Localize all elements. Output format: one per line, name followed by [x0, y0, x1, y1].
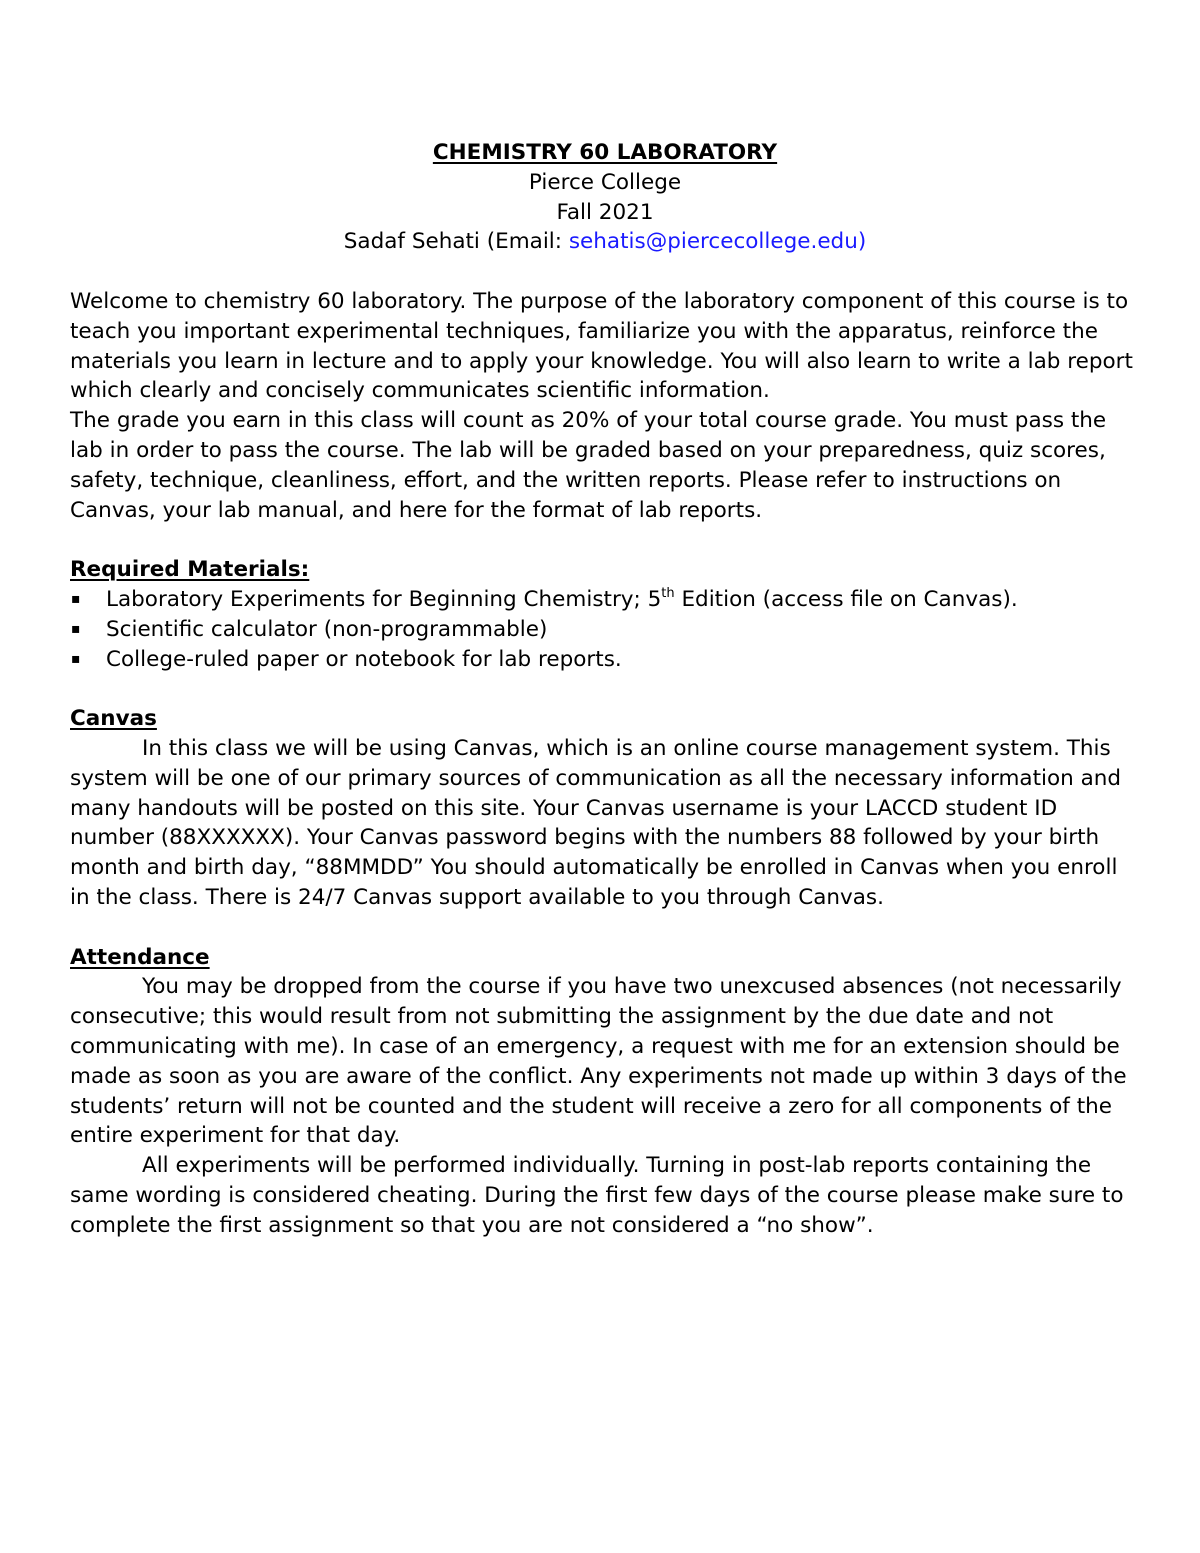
grading-paragraph: The grade you earn in this class will count as 20% of your total course grade. You must pass the lab in order to pass the course. The lab will be graded based on your preparedness, quiz scores, safety, technique, cleanliness, effort, and the written reports. Please refer to instructions on Canvas, your lab manual, and here for the format of lab reports.: [70, 408, 1107, 523]
attendance-paragraph: You may be dropped from the course if you have two unexcused absences (not necessarily consecutive; this would result from not submitting the assignment by the due date and not communicating with me). In case of an emergency, a request with me for an extension should be made as soon as you are aware of the conflict. Any experiments not made up within 3 days of the students’ return will not be counted and the student will receive a zero for all components of the entire experiment for that day.: [70, 974, 1127, 1149]
material-superscript: th: [661, 585, 675, 601]
instructor-line: [70, 227, 1140, 257]
canvas-paragraph: In this class we will be using Canvas, which is an online course management system. This system will be one of our primary sources of communication as all the necessary information and many handouts will be posted on this site. Your Canvas username is your LACCD student ID number (88XXXXXX). Your Canvas password begins with the numbers 88 followed by your birth month and birth day, “88MMDD” You should automatically be enrolled in Canvas when you enroll in the class. There is 24/7 Canvas support available to you through Canvas.: [70, 735, 1122, 910]
bullet-icon: ▪: [71, 650, 81, 667]
term: Fall 2021: [556, 199, 654, 225]
college-name: Pierce College: [528, 169, 682, 195]
list-item: [70, 615, 1140, 645]
spacer: [70, 257, 1140, 287]
intro-paragraph: Welcome to chemistry 60 laboratory. The purpose of the laboratory component of this course is to teach you important experimental techniques, familiarize you with the apparatus, reinforce the materials you learn in lecture and to apply your knowledge. You will also learn to write a lab report which clearly and concisely communicates scientific information.: [70, 288, 1133, 404]
document-header: [70, 138, 1140, 257]
material-text: College-ruled paper or notebook for lab reports.: [106, 646, 622, 672]
list-item: [70, 585, 1140, 615]
canvas-heading: Canvas: [70, 706, 157, 732]
individual-work-paragraph: All experiments will be performed individually. Turning in post-lab reports containing the same wording is considered cheating. During the first few days of the course please make sure to complete the first assignment so that you are not considered a “no show”.: [70, 1153, 1124, 1238]
document-title: CHEMISTRY 60 LABORATORY: [432, 140, 778, 165]
material-text-end: Edition (access file on Canvas).: [674, 586, 1018, 612]
spacer: [70, 913, 1140, 943]
materials-heading: Required Materials:: [70, 557, 310, 583]
bullet-icon: ▪: [71, 620, 81, 637]
spacer: [70, 525, 1140, 555]
spacer: [70, 674, 1140, 704]
list-item: [70, 645, 1140, 675]
instructor-name: Sadaf Sehati (Email:: [343, 229, 569, 255]
document-page: [70, 138, 1140, 1240]
instructor-suffix: ): [857, 229, 867, 255]
bullet-icon: ▪: [71, 590, 81, 607]
attendance-heading: Attendance: [70, 944, 210, 970]
materials-list: [70, 585, 1140, 674]
email-link[interactable]: sehatis@piercecollege.edu: [568, 229, 858, 255]
material-text: Laboratory Experiments for Beginning Chemistry; 5: [106, 586, 662, 612]
material-text: Scientific calculator (non-programmable): [106, 616, 548, 642]
